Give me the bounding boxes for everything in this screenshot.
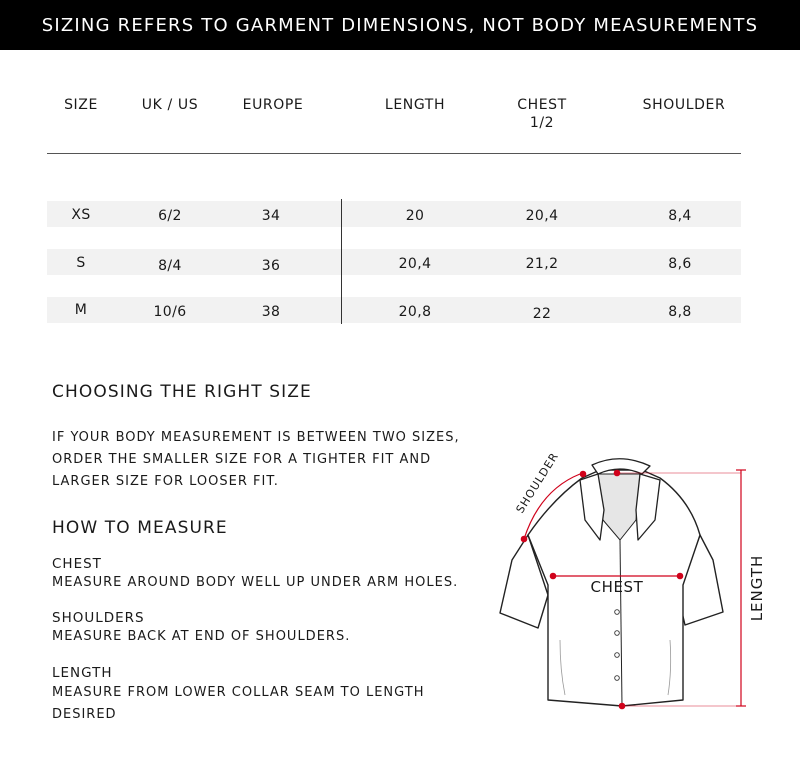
header-chest: CHEST 1/2 bbox=[517, 97, 567, 131]
length-label: LENGTH bbox=[52, 665, 113, 681]
header-length: LENGTH bbox=[384, 97, 446, 113]
length-diagram-label: LENGTH bbox=[748, 554, 766, 622]
shoulders-label: SHOULDERS bbox=[52, 610, 145, 626]
shirt-diagram-icon bbox=[495, 440, 795, 740]
header-uk-us: UK / US bbox=[141, 97, 199, 113]
header-size: SIZE bbox=[64, 97, 98, 113]
shoulders-instructions: MEASURE BACK AT END OF SHOULDERS. bbox=[52, 629, 351, 644]
chest-diagram-label: CHEST bbox=[590, 578, 644, 596]
shoulder-diagram-label: SHOULDER bbox=[513, 450, 562, 516]
cell-shoulder: 8,8 bbox=[668, 304, 692, 320]
chest-label: CHEST bbox=[52, 556, 102, 572]
cell-size: XS bbox=[71, 207, 91, 223]
header-europe: EUROPE bbox=[242, 97, 304, 113]
cell-shoulder: 8,4 bbox=[668, 208, 692, 224]
cell-size: S bbox=[76, 255, 86, 271]
header-divider bbox=[47, 153, 741, 154]
header-shoulder: SHOULDER bbox=[642, 97, 726, 113]
cell-europe: 34 bbox=[261, 208, 281, 224]
how-to-measure-title: HOW TO MEASURE bbox=[52, 518, 228, 538]
cell-uk-us: 10/6 bbox=[153, 304, 187, 320]
cell-uk-us: 8/4 bbox=[158, 258, 182, 274]
length-instructions: MEASURE FROM LOWER COLLAR SEAM TO LENGTH DESIRED bbox=[52, 685, 425, 722]
cell-length: 20,4 bbox=[398, 256, 432, 272]
cell-chest: 20,4 bbox=[525, 208, 559, 224]
banner-text: SIZING REFERS TO GARMENT DIMENSIONS, NOT BODY MEASUREMENTS bbox=[41, 14, 759, 36]
cell-length: 20,8 bbox=[398, 304, 432, 320]
choosing-title: CHOOSING THE RIGHT SIZE bbox=[52, 382, 312, 402]
cell-size: M bbox=[74, 302, 88, 318]
choosing-text: IF YOUR BODY MEASUREMENT IS BETWEEN TWO SIZES, ORDER THE SMALLER SIZE FOR A TIGHTER FIT AND LARGER SIZE FOR LOOSER FIT. bbox=[52, 430, 460, 489]
column-divider bbox=[341, 199, 342, 324]
cell-uk-us: 6/2 bbox=[158, 208, 182, 224]
cell-chest: 21,2 bbox=[525, 256, 559, 272]
cell-chest: 22 bbox=[532, 306, 552, 322]
cell-length: 20 bbox=[405, 208, 425, 224]
cell-europe: 38 bbox=[261, 304, 281, 320]
chest-instructions: MEASURE AROUND BODY WELL UP UNDER ARM HOLES. bbox=[52, 575, 459, 590]
cell-shoulder: 8,6 bbox=[668, 256, 692, 272]
cell-europe: 36 bbox=[261, 258, 281, 274]
sizing-banner bbox=[0, 0, 800, 50]
